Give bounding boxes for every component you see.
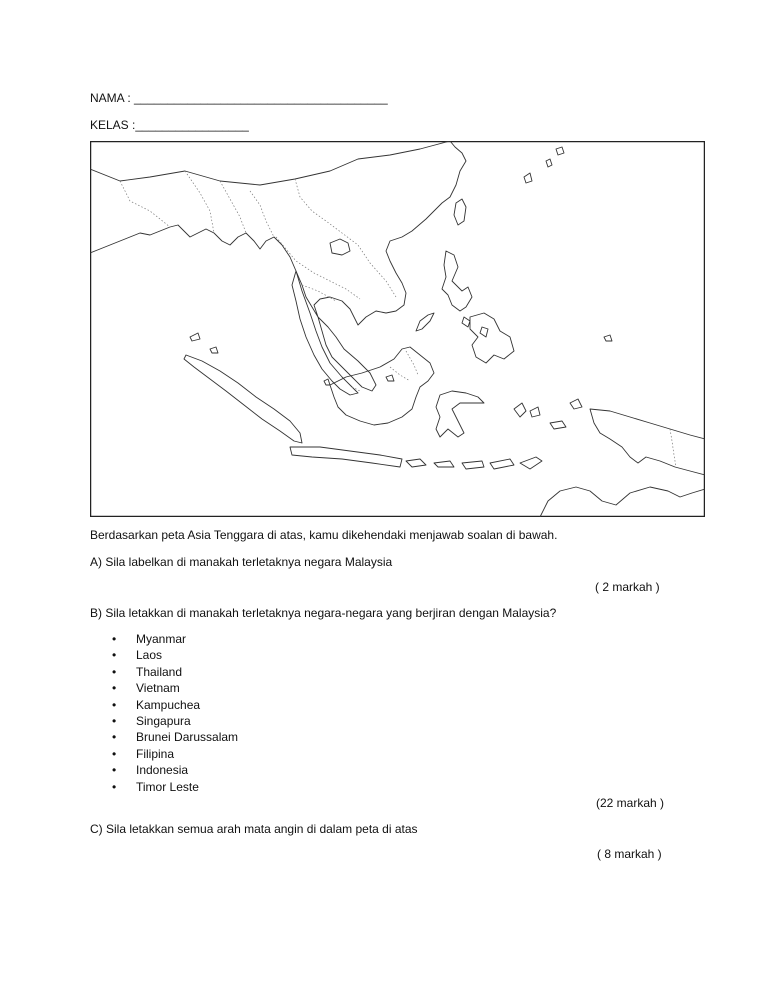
list-item: • Vietnam bbox=[112, 680, 238, 696]
list-item: • Kampuchea bbox=[112, 697, 238, 713]
intro-text: Berdasarkan peta Asia Tenggara di atas, kamu dikehendaki menjawab soalan di bawah. bbox=[90, 528, 558, 542]
question-c: C) Sila letakkan semua arah mata angin di dalam peta di atas bbox=[90, 822, 418, 836]
question-a: A) Sila labelkan di manakah terletaknya negara Malaysia bbox=[90, 555, 393, 569]
list-item: • Singapura bbox=[112, 713, 238, 729]
name-field[interactable]: NAMA : ______________________________________ bbox=[90, 91, 388, 105]
list-item: • Timor Leste bbox=[112, 779, 238, 795]
list-item: • Indonesia bbox=[112, 762, 238, 778]
question-c-marks: ( 8 markah ) bbox=[597, 847, 662, 861]
list-item: • Filipina bbox=[112, 746, 238, 762]
southeast-asia-blank-map bbox=[90, 141, 705, 517]
list-item: • Myanmar bbox=[112, 631, 238, 647]
question-a-marks: ( 2 markah ) bbox=[595, 580, 660, 594]
class-field[interactable]: KELAS :_________________ bbox=[90, 118, 249, 132]
list-item: • Laos bbox=[112, 647, 238, 663]
list-item: • Thailand bbox=[112, 664, 238, 680]
neighbour-country-list bbox=[112, 631, 238, 795]
question-b: B) Sila letakkan di manakah terletaknya negara-negara yang berjiran dengan Malaysia? bbox=[90, 606, 557, 620]
question-b-marks: (22 markah ) bbox=[596, 796, 665, 810]
list-item: • Brunei Darussalam bbox=[112, 729, 238, 745]
